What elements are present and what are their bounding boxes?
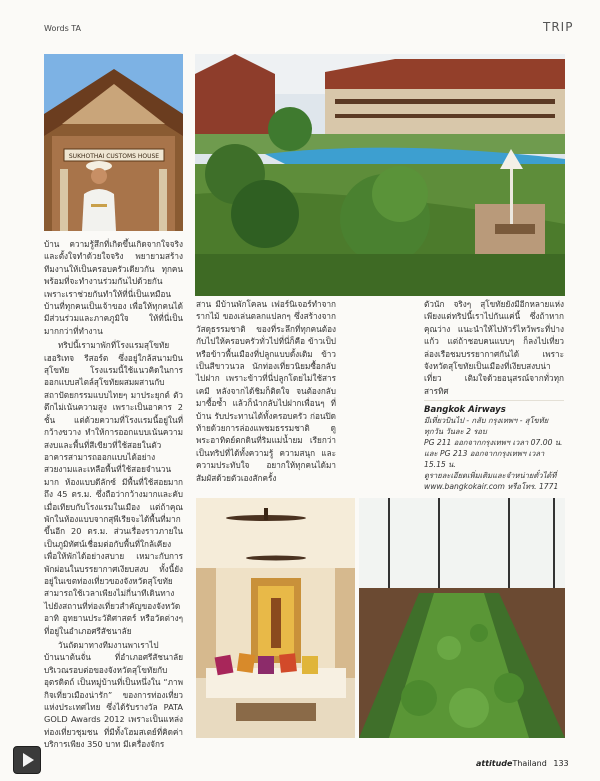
paragraph: ทริปนี้เรามาพักที่โรงแรมสุโขทัย เฮอริเทจ รีสอร์ต ซึ่งอยู่ใกล้สนามบินสุโขทัย โรงแรมนี้ใช้แนวคิดในการออกแบบสไตล์สุโขทัยผสมผสานกับสถาปัตยกรรมแบบไทยๆ มาประยุกต์ ตัวตึกไม่เน้นความสูง เพราะเป็นอาคาร 2 ชั้น แต่ด้วยความที่โรงแรมนี้อยู่ในที่กว้างขวาง ทำให้การออกแบบเน้นความสงบและพื้นที่สีเขียวที่ใช้สอยในตัวอาคารสามารถออกแบบได้อย่างสวยงามและเหลือพื้นที่ใช้สอยจำนวนมาก ห้องแบบดีลักซ์ มีพื้นที่ใช้สอยมากถึง 45 ตร.ม. ซึ่งถือว่ากว้างมากและคับเมื่อเทียบกับโรงแรมในเมือง แต่ถ้าคุณพักในห้องแบบจากสุพีเรียจะได้พื้นที่มากขึ้นอีก 20 ตร.ม. ส่วนเรื่องราวภายในเป็นภูมิทัศน์เชื่อมต่อกับพื้นที่ใกล้เคียง เพื่อให้พักได้อย่างสบาย เหมาะกับการพักผ่อนในบรรยากาศเงียบสงบ ทั้งนี้ยังอยู่ในเขตท่องเที่ยวของจังหวัดสุโขทัย สามารถใช้เวลาเพียงไม่กี่นาทีเดินทางไปยังสถานที่ท่องเที่ยวสำคัญของจังหวัด อาทิ อุทยานประวัติศาสตร์ หรือวัดต่างๆ ที่อยู่ในอำเภอศรีสัชนาลัย xyxy=(44,340,183,636)
section-label: Words TA xyxy=(44,24,82,33)
paragraph: บ้าน ความรู้สึกที่เกิดขึ้นเกิดจากใจจริงและตั้งใจทำด้วยใจจริง พยายามสร้างทีมงานให้เป็นครอบครัวเดียวกัน ทุกคนพร้อมที่จะทำงานร่วมกันไปด้วยกันเพราะเราช่วยกันทำให้ที่นี่เป็นเหมือนบ้านที่ทุกคนเป็นเจ้าของ เพื่อให้ทุกคนได้มีส่วนร่วมและภาคภูมิใจ ให้ที่นี่เป็นมากกว่าที่ทำงาน xyxy=(44,239,183,336)
greenhouse-photo xyxy=(359,498,565,738)
paragraph: ตัวนัก จริงๆ สุโขทัยยังมีอีกหลายแห่ง เพียงแต่ทริปนี้เราไปกันแค่นี้ ซึ่งถ้าหากคุณว่าง แนะนำให้ไปทัวร์ไหว้พระที่ปางแก้ว แต่ถ้าชอบคนแบบๆ ก็ลงไปเที่ยวล่องเรือชมบรรยากาศกันได้ เพราะจังหวัดสุโขทัยเป็นเมืองที่เงียบสงบน่าเที่ยว เติมใจด้วยอนุสรณ์จากทั่วทุกสารทิศ xyxy=(424,299,564,396)
info-line: www.bangkokair.com หรือโทร. 1771 xyxy=(424,482,559,491)
article-column-1 xyxy=(44,238,183,750)
customs-house-photo xyxy=(44,54,183,231)
page-footer xyxy=(476,759,569,768)
play-button[interactable] xyxy=(13,746,41,774)
footer-brand: attitude xyxy=(476,759,513,768)
info-line: และ PG 213 ออกจากกรุงเทพฯ เวลา 15.15 น. xyxy=(424,449,545,469)
footer-edition: Thailand xyxy=(512,759,547,768)
info-line: ดูรายละเอียดเพิ่มเติมและจำหน่ายตั๋วได้ที่ xyxy=(424,471,557,480)
travel-info-box xyxy=(424,400,564,491)
hotel-interior-photo xyxy=(196,498,355,738)
divider xyxy=(424,400,564,401)
paragraph: วันถัดมาทางทีมงานพาเราไปบ้านนาต้นจั่น ที่อำเภอศรีสัชนาลัย บริเวณรอบต่อของจังหวัดสุโขทัยกับอุตรดิตถ์ เป็นหมู่บ้านที่เป็นหนึ่งใน “ภาพกิจเที่ยวเมืองน่ารัก” ของการท่องเที่ยวแห่งประเทศไทย ซึ่งได้รับรางวัล PATA GOLD Awards 2012 เพราะเป็นแหล่งท่องเที่ยวชุมชน ที่มีทั้งโฮมสเตย์ที่คิดค่าบริการเพียง 350 บาท มีเครื่องจักร xyxy=(44,640,183,750)
category-label: TRIP xyxy=(543,20,574,34)
info-line: มีเที่ยวบินไป - กลับ กรุงเทพฯ - สุโขทัย xyxy=(424,416,549,425)
article-column-3 xyxy=(424,298,564,396)
play-button-label xyxy=(14,747,15,748)
info-line: ทุกวัน วันละ 2 รอบ xyxy=(424,427,487,436)
customs-house-sign-text: SUKHOTHAI CUSTOMS HOUSE xyxy=(68,153,160,160)
page-number: 133 xyxy=(553,759,569,768)
info-line: PG 211 ออกจากกรุงเทพฯ เวลา 07.00 น. xyxy=(424,438,563,447)
pool-resort-photo xyxy=(195,54,565,296)
paragraph: สาน มีบ้านพักโคลน เฟอร์นิเจอร์ทำจากรากไม้ ของเล่นตลกแปลกๆ ซึ่งสร้างจากวัสดุธรรมชาติ ของที่ระลึกที่ทุกคนต้องกับไปให้ครอบครัวทั่วไปที่นี่ก็คือ ข้าวเป็ป หรือข้าวพื้นเมืองที่ปลูกแบบดั้งเดิม ข้าวเป็นสีขาวนวล นักท่องเที่ยวนิยมซื้อกลับไปฝาก เพราะข้าวที่นี่ปลูกโดยไม่ใช้สารเคมี หลังจากได้ชิมก็ติดใจ จนต้องกลับมาซื้อซ้ำ แล้วก็นำกลับไปฝากเพื่อนๆ ที่บ้าน รับประทานได้ทั้งครอบครัว ก่อนปิดท้ายด้วยการล่องแพชมธรรมชาติ ดูพระอาทิตย์ตกดินที่ริมแม่น้ำยม เรียกว่าเป็นทริปที่ได้ทั้งความรู้ ความสนุก และความประทับใจ อยากให้ทุกคนได้มาสัมผัสด้วยตัวเองสักครั้ง xyxy=(196,299,336,483)
info-box-title: Bangkok Airways xyxy=(424,405,506,415)
article-column-2 xyxy=(196,298,336,488)
